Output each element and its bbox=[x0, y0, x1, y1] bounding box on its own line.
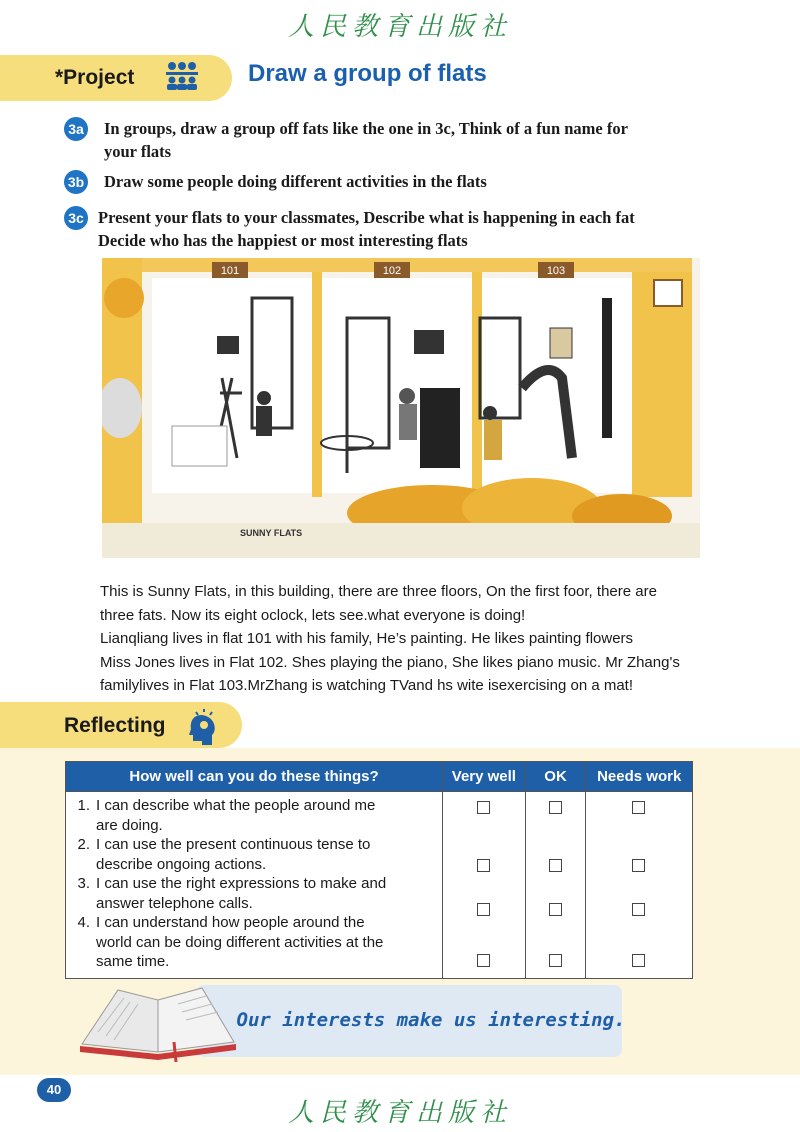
checkbox-item3-ok[interactable] bbox=[549, 903, 562, 916]
checkbox-item4-ok[interactable] bbox=[549, 954, 562, 967]
item-number: 3. bbox=[77, 875, 90, 892]
checkbox-item3-very-well[interactable] bbox=[477, 903, 490, 916]
item-text: are doing. bbox=[96, 816, 163, 834]
assessment-item-1 bbox=[72, 796, 442, 835]
project-title: Draw a group of flats bbox=[248, 60, 487, 87]
item-number: 4. bbox=[77, 914, 90, 931]
project-label: *Project bbox=[55, 66, 135, 89]
self-assessment-table bbox=[65, 761, 693, 979]
story-line: Lianqliang lives in flat 101 with his family, He’s painting. He likes painting flowers bbox=[100, 630, 634, 647]
task-3a-line1: In groups, draw a group off fats like the one in 3c, Think of a fun name for bbox=[104, 119, 628, 138]
motto-text: Our interests make us interesting. bbox=[236, 1009, 626, 1031]
flat-number-102: 102 bbox=[382, 265, 402, 277]
ok-column bbox=[525, 792, 586, 979]
checkbox-item2-needs-work[interactable] bbox=[632, 859, 645, 872]
very-well-column bbox=[443, 792, 526, 979]
story-line: Miss Jones lives in Flat 102. Shes playing the piano, She likes piano music. Mr Zhang's bbox=[100, 653, 680, 671]
story-line: three fats. Now its eight oclock, lets see.what everyone is doing! bbox=[100, 606, 526, 624]
reflecting-label: Reflecting bbox=[64, 714, 166, 737]
task-badge-3c: 3c bbox=[64, 206, 88, 230]
item-text: same time. bbox=[96, 953, 170, 970]
item-text: I can use the present continuous tense to bbox=[96, 836, 371, 853]
task-3b-line1: Draw some people doing different activities in the flats bbox=[104, 172, 487, 191]
sunny-flats-sign: SUNNY FLATS bbox=[240, 528, 303, 538]
task-badge-3a: 3a bbox=[64, 117, 88, 141]
item-text: world can be doing different activities at the bbox=[96, 933, 384, 951]
checkbox-item1-ok[interactable] bbox=[549, 801, 562, 814]
item-text: describe ongoing actions. bbox=[96, 855, 267, 873]
story-line: This is Sunny Flats, in this building, there are three floors, On the first foor, there are bbox=[100, 583, 657, 600]
checkbox-item1-very-well[interactable] bbox=[477, 801, 490, 814]
item-number: 2. bbox=[77, 836, 90, 853]
checkbox-item3-needs-work[interactable] bbox=[632, 903, 645, 916]
assessment-item-4 bbox=[72, 913, 442, 972]
checkbox-item2-ok[interactable] bbox=[549, 859, 562, 872]
story-line: familylives in Flat 103.MrZhang is watching TVand hs wite isexercising on a mat! bbox=[100, 677, 634, 694]
checkbox-item4-very-well[interactable] bbox=[477, 954, 490, 967]
header-very-well: Very well bbox=[443, 762, 526, 792]
publisher-header: 人民教育出版社 bbox=[287, 12, 512, 42]
item-text: I can describe what the people around me bbox=[96, 797, 376, 814]
header-needs-work: Needs work bbox=[586, 762, 693, 792]
publisher-footer: 人民教育出版社 bbox=[287, 1098, 512, 1128]
thinking-head-icon bbox=[186, 707, 218, 745]
task-3c-line1: Present your flats to your classmates, Describe what is happening in each fat bbox=[98, 208, 635, 227]
page-number: 40 bbox=[37, 1078, 71, 1102]
checkbox-item1-needs-work[interactable] bbox=[632, 801, 645, 814]
group-work-icon bbox=[160, 60, 204, 92]
checkbox-item2-very-well[interactable] bbox=[477, 859, 490, 872]
sunny-flats-illustration bbox=[102, 258, 700, 558]
needs-work-column bbox=[586, 792, 693, 979]
flat-number-101: 101 bbox=[220, 265, 240, 277]
header-ok: OK bbox=[525, 762, 586, 792]
assessment-item-3 bbox=[72, 874, 442, 913]
assessment-item-2 bbox=[72, 835, 442, 874]
header-question: How well can you do these things? bbox=[66, 762, 443, 792]
self-assessment-items bbox=[66, 792, 443, 979]
item-text: I can understand how people around the bbox=[96, 914, 365, 931]
story-text bbox=[100, 580, 720, 698]
task-3a-line2: your flats bbox=[104, 142, 172, 161]
flat-number-103: 103 bbox=[546, 265, 566, 277]
item-text: I can use the right expressions to make and bbox=[96, 875, 387, 892]
task-3c-line2: Decide who has the happiest or most interesting flats bbox=[98, 231, 468, 250]
checkbox-item4-needs-work[interactable] bbox=[632, 954, 645, 967]
item-number: 1. bbox=[77, 797, 90, 814]
item-text: answer telephone calls. bbox=[96, 894, 253, 912]
task-badge-3b: 3b bbox=[64, 170, 88, 194]
